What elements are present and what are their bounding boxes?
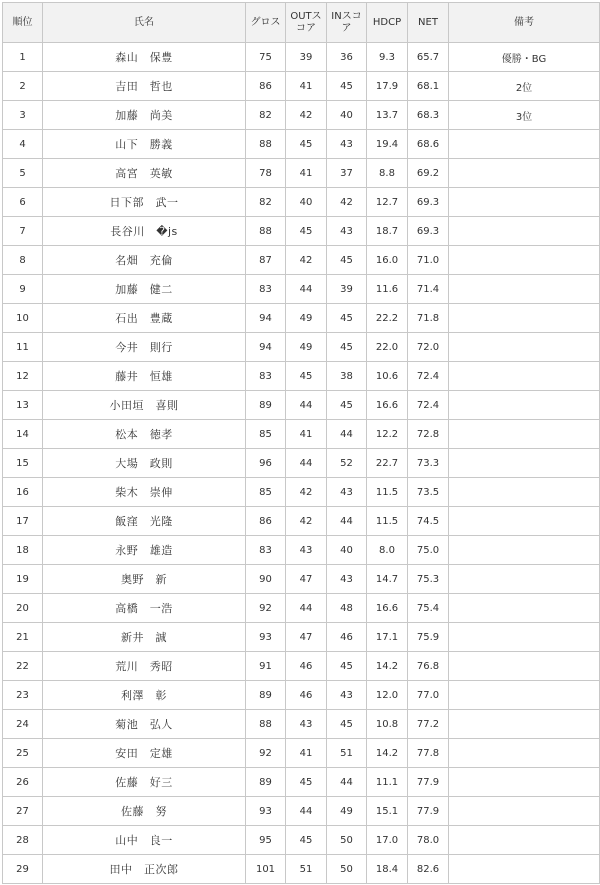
cell-net: 73.5 — [408, 478, 449, 507]
cell-hdcp: 11.5 — [367, 478, 408, 507]
cell-rank: 13 — [3, 391, 43, 420]
cell-net: 75.4 — [408, 594, 449, 623]
cell-in-score: 45 — [327, 333, 367, 362]
cell-out-score: 42 — [286, 507, 327, 536]
table-row — [3, 594, 600, 623]
table-row — [3, 362, 600, 391]
cell-out-score: 45 — [286, 130, 327, 159]
cell-hdcp: 11.1 — [367, 768, 408, 797]
cell-note — [449, 768, 600, 797]
cell-net: 65.7 — [408, 43, 449, 72]
cell-name: 佐藤 努 — [43, 797, 246, 826]
cell-name: 柴木 崇伸 — [43, 478, 246, 507]
cell-in-score: 45 — [327, 652, 367, 681]
cell-name: 森山 保豊 — [43, 43, 246, 72]
cell-name: 新井 誠 — [43, 623, 246, 652]
cell-rank: 7 — [3, 217, 43, 246]
table-row — [3, 652, 600, 681]
cell-note — [449, 536, 600, 565]
cell-name: 山下 勝義 — [43, 130, 246, 159]
cell-note — [449, 681, 600, 710]
cell-gross: 83 — [246, 362, 286, 391]
cell-out-score: 44 — [286, 797, 327, 826]
cell-net: 82.6 — [408, 855, 449, 884]
cell-rank: 6 — [3, 188, 43, 217]
cell-hdcp: 13.7 — [367, 101, 408, 130]
cell-out-score: 49 — [286, 333, 327, 362]
cell-rank: 4 — [3, 130, 43, 159]
cell-net: 73.3 — [408, 449, 449, 478]
cell-hdcp: 18.4 — [367, 855, 408, 884]
cell-gross: 88 — [246, 217, 286, 246]
cell-out-score: 44 — [286, 391, 327, 420]
cell-in-score: 39 — [327, 275, 367, 304]
cell-hdcp: 12.7 — [367, 188, 408, 217]
cell-name: 石出 豊蔵 — [43, 304, 246, 333]
cell-out-score: 45 — [286, 217, 327, 246]
cell-net: 75.3 — [408, 565, 449, 594]
cell-net: 77.9 — [408, 797, 449, 826]
cell-gross: 75 — [246, 43, 286, 72]
cell-in-score: 51 — [327, 739, 367, 768]
cell-gross: 83 — [246, 275, 286, 304]
cell-name: 山中 良一 — [43, 826, 246, 855]
cell-rank: 23 — [3, 681, 43, 710]
cell-hdcp: 11.6 — [367, 275, 408, 304]
cell-out-score: 42 — [286, 478, 327, 507]
table-row — [3, 101, 600, 130]
cell-gross: 89 — [246, 681, 286, 710]
cell-net: 72.4 — [408, 391, 449, 420]
cell-out-score: 44 — [286, 594, 327, 623]
cell-name: 利澤 彰 — [43, 681, 246, 710]
cell-out-score: 44 — [286, 449, 327, 478]
cell-out-score: 39 — [286, 43, 327, 72]
cell-net: 72.0 — [408, 333, 449, 362]
cell-note: 3位 — [449, 101, 600, 130]
table-row — [3, 797, 600, 826]
cell-out-score: 46 — [286, 652, 327, 681]
cell-note: 優勝・BG — [449, 43, 600, 72]
cell-hdcp: 12.2 — [367, 420, 408, 449]
cell-out-score: 40 — [286, 188, 327, 217]
cell-rank: 3 — [3, 101, 43, 130]
cell-note — [449, 420, 600, 449]
cell-out-score: 41 — [286, 72, 327, 101]
table-row — [3, 304, 600, 333]
cell-rank: 2 — [3, 72, 43, 101]
cell-hdcp: 12.0 — [367, 681, 408, 710]
cell-note — [449, 710, 600, 739]
cell-in-score: 38 — [327, 362, 367, 391]
cell-out-score: 45 — [286, 768, 327, 797]
cell-name: 加藤 尚美 — [43, 101, 246, 130]
cell-rank: 27 — [3, 797, 43, 826]
cell-hdcp: 10.8 — [367, 710, 408, 739]
cell-net: 75.9 — [408, 623, 449, 652]
cell-out-score: 41 — [286, 159, 327, 188]
cell-name: 吉田 哲也 — [43, 72, 246, 101]
table-row — [3, 710, 600, 739]
cell-net: 77.2 — [408, 710, 449, 739]
cell-note — [449, 304, 600, 333]
cell-net: 71.0 — [408, 246, 449, 275]
cell-gross: 90 — [246, 565, 286, 594]
cell-net: 68.3 — [408, 101, 449, 130]
cell-gross: 87 — [246, 246, 286, 275]
cell-note — [449, 478, 600, 507]
cell-net: 71.4 — [408, 275, 449, 304]
cell-note — [449, 159, 600, 188]
cell-gross: 101 — [246, 855, 286, 884]
cell-gross: 86 — [246, 507, 286, 536]
cell-name: 長谷川 �js — [43, 217, 246, 246]
cell-net: 68.1 — [408, 72, 449, 101]
cell-note — [449, 797, 600, 826]
cell-hdcp: 16.0 — [367, 246, 408, 275]
cell-gross: 85 — [246, 478, 286, 507]
table-row — [3, 72, 600, 101]
cell-in-score: 45 — [327, 72, 367, 101]
cell-hdcp: 19.4 — [367, 130, 408, 159]
table-row — [3, 246, 600, 275]
cell-rank: 1 — [3, 43, 43, 72]
cell-gross: 92 — [246, 594, 286, 623]
cell-gross: 93 — [246, 623, 286, 652]
cell-in-score: 37 — [327, 159, 367, 188]
cell-hdcp: 10.6 — [367, 362, 408, 391]
cell-name: 高橋 一浩 — [43, 594, 246, 623]
cell-in-score: 44 — [327, 420, 367, 449]
cell-out-score: 49 — [286, 304, 327, 333]
cell-rank: 10 — [3, 304, 43, 333]
cell-name: 大場 政則 — [43, 449, 246, 478]
header-row — [3, 3, 600, 43]
cell-net: 77.0 — [408, 681, 449, 710]
cell-out-score: 44 — [286, 275, 327, 304]
header-gross: グロス — [246, 3, 286, 43]
cell-gross: 88 — [246, 130, 286, 159]
cell-in-score: 43 — [327, 478, 367, 507]
header-out-score: OUTスコア — [286, 3, 327, 43]
cell-gross: 91 — [246, 652, 286, 681]
cell-rank: 11 — [3, 333, 43, 362]
cell-hdcp: 17.1 — [367, 623, 408, 652]
cell-net: 69.3 — [408, 188, 449, 217]
cell-out-score: 47 — [286, 565, 327, 594]
cell-in-score: 43 — [327, 681, 367, 710]
cell-rank: 16 — [3, 478, 43, 507]
cell-name: 田中 正次郎 — [43, 855, 246, 884]
cell-note — [449, 739, 600, 768]
table-row — [3, 623, 600, 652]
cell-in-score: 45 — [327, 710, 367, 739]
cell-hdcp: 17.9 — [367, 72, 408, 101]
cell-net: 72.8 — [408, 420, 449, 449]
cell-hdcp: 22.7 — [367, 449, 408, 478]
table-row — [3, 507, 600, 536]
cell-net: 77.8 — [408, 739, 449, 768]
table-row — [3, 681, 600, 710]
cell-net: 72.4 — [408, 362, 449, 391]
table-row — [3, 420, 600, 449]
header-in-score: INスコア — [327, 3, 367, 43]
cell-in-score: 50 — [327, 855, 367, 884]
cell-hdcp: 14.2 — [367, 652, 408, 681]
cell-rank: 8 — [3, 246, 43, 275]
cell-rank: 29 — [3, 855, 43, 884]
cell-note — [449, 333, 600, 362]
cell-in-score: 46 — [327, 623, 367, 652]
cell-note — [449, 826, 600, 855]
cell-gross: 92 — [246, 739, 286, 768]
cell-in-score: 43 — [327, 130, 367, 159]
cell-name: 高宮 英敏 — [43, 159, 246, 188]
cell-hdcp: 14.2 — [367, 739, 408, 768]
table-row — [3, 855, 600, 884]
cell-hdcp: 22.0 — [367, 333, 408, 362]
cell-note — [449, 449, 600, 478]
cell-note — [449, 855, 600, 884]
table-row — [3, 826, 600, 855]
table-row — [3, 565, 600, 594]
results-table — [2, 2, 600, 884]
cell-hdcp: 16.6 — [367, 391, 408, 420]
cell-rank: 18 — [3, 536, 43, 565]
cell-hdcp: 9.3 — [367, 43, 408, 72]
cell-net: 69.3 — [408, 217, 449, 246]
cell-hdcp: 18.7 — [367, 217, 408, 246]
cell-hdcp: 17.0 — [367, 826, 408, 855]
cell-net: 74.5 — [408, 507, 449, 536]
cell-in-score: 44 — [327, 507, 367, 536]
cell-hdcp: 15.1 — [367, 797, 408, 826]
table-row — [3, 478, 600, 507]
header-hdcp: HDCP — [367, 3, 408, 43]
cell-note — [449, 275, 600, 304]
cell-hdcp: 14.7 — [367, 565, 408, 594]
cell-name: 荒川 秀昭 — [43, 652, 246, 681]
cell-name: 加藤 健二 — [43, 275, 246, 304]
cell-note — [449, 130, 600, 159]
cell-hdcp: 11.5 — [367, 507, 408, 536]
cell-note — [449, 391, 600, 420]
cell-out-score: 41 — [286, 420, 327, 449]
cell-gross: 83 — [246, 536, 286, 565]
cell-name: 飯窪 光隆 — [43, 507, 246, 536]
cell-name: 名畑 充倫 — [43, 246, 246, 275]
cell-gross: 89 — [246, 391, 286, 420]
table-row — [3, 768, 600, 797]
table-row — [3, 391, 600, 420]
cell-out-score: 41 — [286, 739, 327, 768]
cell-name: 今井 則行 — [43, 333, 246, 362]
cell-rank: 20 — [3, 594, 43, 623]
cell-hdcp: 22.2 — [367, 304, 408, 333]
cell-gross: 93 — [246, 797, 286, 826]
cell-gross: 94 — [246, 304, 286, 333]
cell-out-score: 43 — [286, 710, 327, 739]
cell-rank: 5 — [3, 159, 43, 188]
cell-note — [449, 565, 600, 594]
cell-rank: 15 — [3, 449, 43, 478]
cell-gross: 96 — [246, 449, 286, 478]
cell-gross: 82 — [246, 101, 286, 130]
cell-out-score: 45 — [286, 826, 327, 855]
cell-name: 日下部 武一 — [43, 188, 246, 217]
table-row — [3, 43, 600, 72]
cell-in-score: 52 — [327, 449, 367, 478]
cell-in-score: 36 — [327, 43, 367, 72]
cell-net: 71.8 — [408, 304, 449, 333]
table-row — [3, 130, 600, 159]
table-row — [3, 188, 600, 217]
cell-out-score: 45 — [286, 362, 327, 391]
cell-out-score: 42 — [286, 101, 327, 130]
cell-gross: 85 — [246, 420, 286, 449]
cell-hdcp: 16.6 — [367, 594, 408, 623]
cell-gross: 82 — [246, 188, 286, 217]
cell-out-score: 47 — [286, 623, 327, 652]
cell-in-score: 45 — [327, 246, 367, 275]
cell-in-score: 48 — [327, 594, 367, 623]
cell-name: 松本 徳孝 — [43, 420, 246, 449]
cell-net: 68.6 — [408, 130, 449, 159]
cell-rank: 12 — [3, 362, 43, 391]
cell-out-score: 43 — [286, 536, 327, 565]
cell-in-score: 42 — [327, 188, 367, 217]
cell-out-score: 46 — [286, 681, 327, 710]
cell-name: 小田垣 喜則 — [43, 391, 246, 420]
cell-gross: 89 — [246, 768, 286, 797]
cell-note — [449, 507, 600, 536]
cell-gross: 78 — [246, 159, 286, 188]
cell-net: 69.2 — [408, 159, 449, 188]
cell-in-score: 40 — [327, 101, 367, 130]
table-row — [3, 449, 600, 478]
cell-net: 78.0 — [408, 826, 449, 855]
cell-in-score: 45 — [327, 391, 367, 420]
cell-name: 安田 定雄 — [43, 739, 246, 768]
cell-rank: 28 — [3, 826, 43, 855]
cell-rank: 24 — [3, 710, 43, 739]
cell-rank: 21 — [3, 623, 43, 652]
cell-in-score: 44 — [327, 768, 367, 797]
cell-net: 75.0 — [408, 536, 449, 565]
cell-note: 2位 — [449, 72, 600, 101]
cell-name: 奥野 新 — [43, 565, 246, 594]
cell-note — [449, 594, 600, 623]
table-row — [3, 536, 600, 565]
cell-gross: 95 — [246, 826, 286, 855]
cell-in-score: 49 — [327, 797, 367, 826]
table-row — [3, 217, 600, 246]
cell-note — [449, 362, 600, 391]
table-row — [3, 739, 600, 768]
table-row — [3, 275, 600, 304]
cell-gross: 94 — [246, 333, 286, 362]
cell-note — [449, 188, 600, 217]
cell-note — [449, 217, 600, 246]
cell-name: 佐藤 好三 — [43, 768, 246, 797]
cell-rank: 22 — [3, 652, 43, 681]
cell-rank: 17 — [3, 507, 43, 536]
cell-net: 77.9 — [408, 768, 449, 797]
cell-rank: 19 — [3, 565, 43, 594]
cell-rank: 9 — [3, 275, 43, 304]
cell-hdcp: 8.8 — [367, 159, 408, 188]
cell-note — [449, 623, 600, 652]
cell-gross: 86 — [246, 72, 286, 101]
cell-out-score: 51 — [286, 855, 327, 884]
header-note: 備考 — [449, 3, 600, 43]
cell-net: 76.8 — [408, 652, 449, 681]
cell-gross: 88 — [246, 710, 286, 739]
cell-name: 永野 雄造 — [43, 536, 246, 565]
cell-note — [449, 246, 600, 275]
cell-rank: 26 — [3, 768, 43, 797]
cell-in-score: 43 — [327, 217, 367, 246]
header-name: 氏名 — [43, 3, 246, 43]
header-net: NET — [408, 3, 449, 43]
table-row — [3, 159, 600, 188]
cell-out-score: 42 — [286, 246, 327, 275]
cell-note — [449, 652, 600, 681]
cell-in-score: 43 — [327, 565, 367, 594]
cell-name: 菊池 弘人 — [43, 710, 246, 739]
cell-rank: 25 — [3, 739, 43, 768]
cell-name: 藤井 恒雄 — [43, 362, 246, 391]
header-rank: 順位 — [3, 3, 43, 43]
cell-hdcp: 8.0 — [367, 536, 408, 565]
cell-rank: 14 — [3, 420, 43, 449]
cell-in-score: 40 — [327, 536, 367, 565]
table-row — [3, 333, 600, 362]
cell-in-score: 45 — [327, 304, 367, 333]
cell-in-score: 50 — [327, 826, 367, 855]
